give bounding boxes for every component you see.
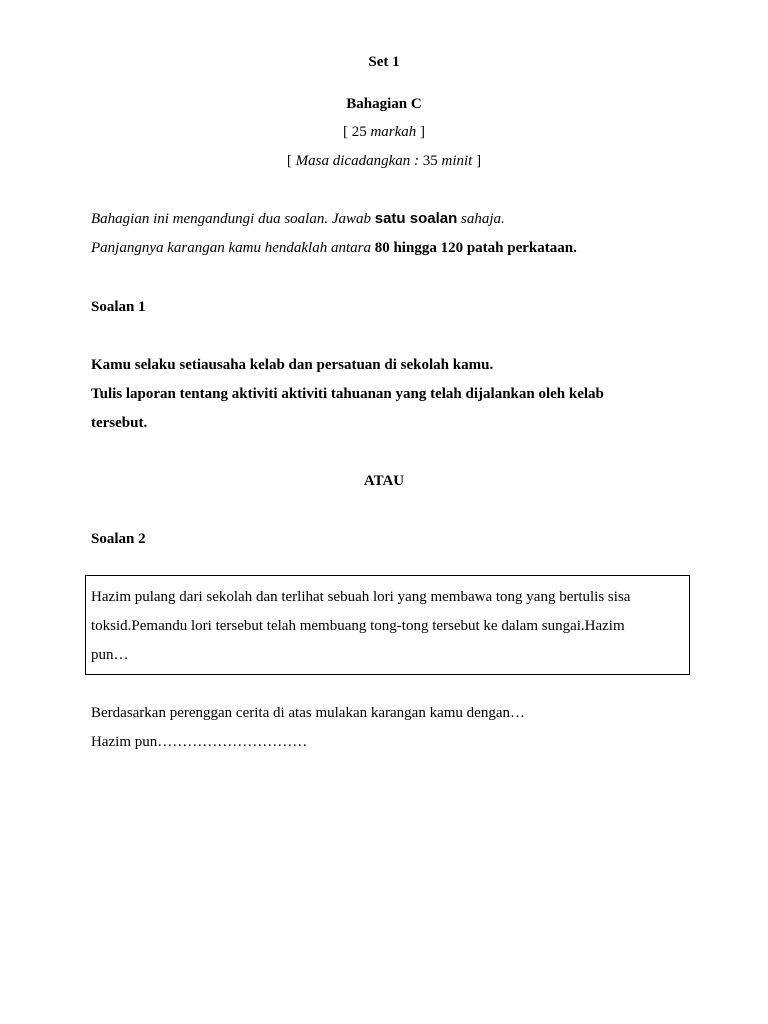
instruction-2-part1: Panjangnya karangan kamu hendaklah antara (91, 240, 375, 256)
marks-note (0, 122, 768, 142)
question-1-line-1: Kamu selaku setiausaha kelab dan persatuan di sekolah kamu. (91, 357, 494, 373)
time-open: [ (286, 153, 296, 169)
time-value: 35 (422, 153, 438, 169)
question-1-line-2: Tulis laporan tentang aktiviti aktiviti tahuanan yang telah dijalankan oleh kelab (91, 386, 604, 402)
story-box (85, 575, 690, 675)
time-unit: minit (437, 153, 473, 169)
marks-close: ] (416, 124, 426, 140)
set-title: Set 1 (368, 54, 400, 70)
instruction-1-part1: Bahagian ini mengandungi dua soalan. Jawab (91, 211, 375, 227)
story-line-2: toksid.Pemandu lori tersebut telah membuang tong-tong tersebut ke dalam sungai.Hazim (91, 618, 625, 634)
marks-open: [ 25 (342, 124, 371, 140)
marks-word: markah (370, 124, 417, 140)
question-1-title: Soalan 1 (91, 299, 146, 315)
prompt-line-2: Hazim pun………………………… (91, 734, 308, 750)
instruction-2-bold: 80 hingga 120 patah perkataan. (374, 240, 577, 256)
instruction-line-2 (91, 238, 577, 258)
time-close: ] (472, 153, 482, 169)
question-1-line-3: tersebut. (91, 415, 148, 431)
or-separator: ATAU (363, 473, 405, 489)
prompt-line-1: Berdasarkan perenggan cerita di atas mulakan karangan kamu dengan… (91, 705, 525, 721)
instruction-line-1 (91, 209, 505, 229)
story-line-1: Hazim pulang dari sekolah dan terlihat sebuah lori yang membawa tong yang bertulis sisa (91, 589, 631, 605)
question-2-title: Soalan 2 (91, 531, 146, 547)
time-label: Masa dicadangkan : (295, 153, 423, 169)
time-note (0, 151, 768, 171)
instruction-1-part2: sahaja. (457, 211, 505, 227)
story-line-3: pun… (91, 647, 129, 663)
instruction-1-bold: satu soalan (374, 210, 458, 227)
section-title: Bahagian C (346, 96, 422, 112)
